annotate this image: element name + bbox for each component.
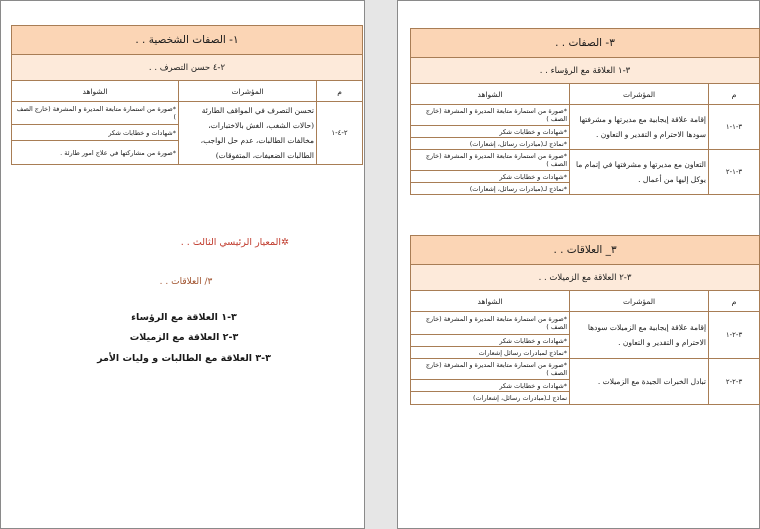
left-page [0,0,365,529]
row-number: ٣-٢-١ [709,312,760,359]
row-number: ٣-٢-٢ [709,359,760,405]
personal-traits-table [11,25,363,165]
col-header-indicators: المؤشرات [570,84,709,105]
table-title: ٣- الصفات . . [411,29,760,58]
evidence-item: *نماذج لـ(مبادرات رسائل، إشعارات) [411,183,570,195]
col-header-num: م [709,291,760,312]
table-title: ٣_ العلاقات . . [411,236,760,265]
col-header-num: م [317,81,363,102]
relations-item: ٣-٢ العلاقة مع الزميلات [129,332,239,343]
relations-item: ٣-١ العلاقة مع الرؤساء [131,312,237,323]
col-header-evidence: الشواهد [12,81,179,102]
evidence-item: *شهادات و خطابات شكر [411,380,570,392]
evidence-item: *صورة من استمارة متابعة المديرة و المشرفة (خارج الصف ) [411,150,570,171]
col-header-indicators: المؤشرات [179,81,317,102]
col-header-evidence: الشواهد [411,84,570,105]
evidence-item: *شهادات و خطابات شكر [411,126,570,138]
evidence-item: *صورة من استمارة متابعة المديرة و المشرفة (خارج الصف ) [411,312,570,335]
row-number: ٢-٤-١ [317,102,363,165]
criterion-title [181,237,289,248]
evidence-item: *نماذج لـ(مبادرات رسائل، إشعارات) [411,138,570,150]
evidence-item: *شهادات و خطابات شكر [12,125,179,141]
indicator-text: إقامة علاقة إيجابية مع الزميلات سودها الاحترام و التقدير و التعاون . [570,312,709,359]
evidence-item: *صورة من استمارة متابعة المديرة و المشرفة (خارج الصف ) [411,359,570,380]
star-icon: ✲ [281,237,289,248]
indicator-text: تبادل الخبرات الجيدة مع الزميلات . [570,359,709,405]
evidence-item: *شهادات و خطابات شكر [411,171,570,183]
superiors-relation-table [410,28,760,195]
evidence-item: نماذج لـ(مبادرات رسائل، إشعارات) [411,392,570,405]
relations-heading: ٣/ العلاقات . . [159,277,213,287]
right-page [397,0,760,529]
evidence-item: *شهادات و خطابات شكر [411,335,570,347]
col-header-num: م [709,84,760,105]
evidence-item: *صورة من استمارة متابعة المديرة و المشرفة (خارج الصف ) [411,105,570,126]
table-subtitle: ٣-١ العلاقة مع الرؤساء . . [411,58,760,84]
criterion-title-text: المعيار الرئيسي الثالث . . [180,237,282,248]
indicator-text: التعاون مع مديرتها و مشرفتها في إتمام ما يوكل إليها من أعمال . [570,150,709,195]
table-subtitle: ٢-٤ حسن التصرف . . [12,55,363,81]
row-number: ٣-١-٢ [709,150,760,195]
table-subtitle: ٣-٢ العلاقة مع الزميلات . . [411,265,760,291]
indicator-text: إقامة علاقة إيجابية مع مديرتها و مشرفتها سودها الاحترام و التقدير و التعاون . [570,105,709,150]
evidence-item: *نماذج لمبادرات رسائل إشعارات [411,347,570,359]
evidence-item: *صورة من مشاركتها في علاج امور طارئة . [12,141,179,165]
row-number: ٣-١-١ [709,105,760,150]
relations-item: ٣-٣ العلاقة مع الطالبات و وليات الأمر [97,353,271,364]
col-header-evidence: الشواهد [411,291,570,312]
table-title: ١- الصفات الشخصية . . [12,26,363,55]
col-header-indicators: المؤشرات [570,291,709,312]
evidence-item: *صورة من استمارة متابعة المديرة و المشرفة (خارج الصف ) [12,102,179,125]
indicator-text: تحسن التصرف في المواقف الطارئة (حالات الشغب، الغش بالاختبارات، مخالفات الطالبات، عدم حل الواجب، الطالبات الضعيفات، المتفوقات) [179,102,317,165]
colleagues-relation-table [410,235,760,405]
